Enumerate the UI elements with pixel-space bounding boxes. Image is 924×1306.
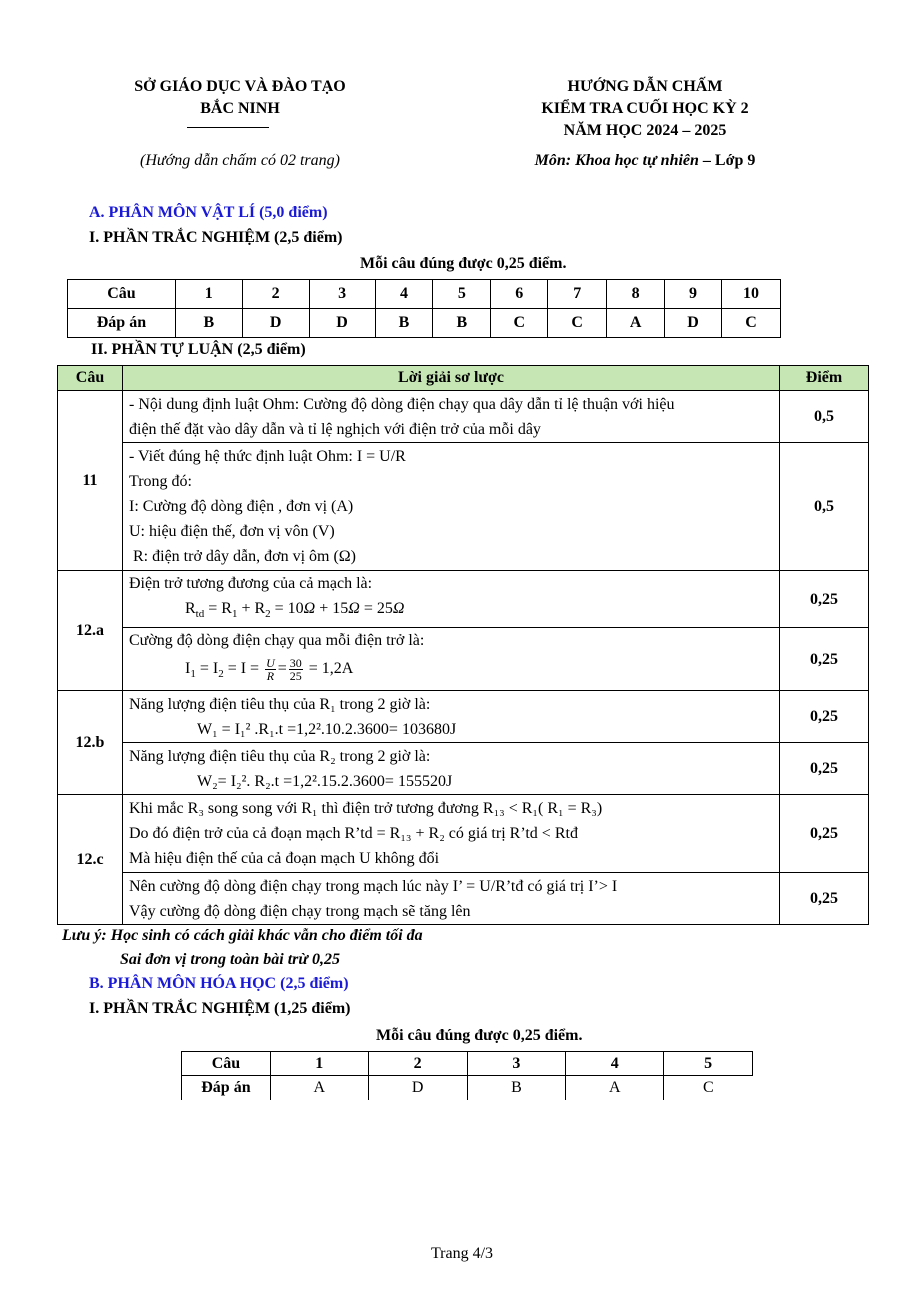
- points-cell: 0,5: [780, 391, 869, 443]
- solution-line: điện thế đặt vào dây dẫn và tỉ lệ nghịch với điện trở của mỗi dây: [129, 420, 541, 438]
- mc-question-cell: 3: [309, 280, 375, 309]
- mc-question-cell: 7: [548, 280, 607, 309]
- mc-answer-row: [182, 1076, 753, 1100]
- subject-name: Môn: Khoa học tự nhiên: [534, 152, 699, 169]
- solution-line: Năng lượng điện tiêu thụ của R₁ trong 2 giờ là:: [129, 695, 431, 713]
- formula-line: W₂= I₂². R₂.t =1,2².15.2.3600= 155520J: [197, 772, 453, 790]
- mc-question-cell: 2: [242, 280, 309, 309]
- formula-line: $R_{td} = R_1 + R_2 = 10\Omega + 15\Omega = 25\Omega$: [185, 600, 405, 621]
- mc-question-cell: 5: [433, 280, 491, 309]
- mc-answer-cell: A: [270, 1076, 368, 1100]
- essay-header-points: Điểm: [780, 366, 869, 391]
- solution-line: R: điện trở dây dẫn, đơn vị ôm (Ω): [129, 548, 356, 565]
- mc-question-row: [182, 1052, 753, 1076]
- mc-question-cell: 4: [375, 280, 433, 309]
- solution-cell: [123, 628, 780, 691]
- header-divider: [187, 127, 269, 128]
- solution-line: Cường độ dòng điện chạy qua mỗi điện trở là:: [129, 632, 425, 650]
- table-row: [58, 571, 869, 628]
- solution-line: - Viết đúng hệ thức định luật Ohm: I = U/R: [129, 448, 406, 465]
- mc-question-cell: 1: [175, 280, 242, 309]
- mc-answer-cell: C: [491, 309, 548, 338]
- school-year: NĂM HỌC 2024 – 2025: [563, 122, 727, 139]
- table-row: [58, 691, 869, 743]
- province-name: BẮC NINH: [200, 100, 280, 117]
- mc-answer-cell: A: [566, 1076, 664, 1100]
- solution-line: I: Cường độ dòng điện , đơn vị (A): [129, 498, 354, 515]
- solution-cell: [123, 873, 780, 925]
- note-alternative-solutions: Lưu ý: Học sinh có cách giải khác vẫn cho điểm tối đa: [62, 927, 423, 944]
- points-cell: 0,5: [780, 443, 869, 571]
- mc-question-cell: 9: [665, 280, 722, 309]
- section-b-title: B. PHÂN MÔN HÓA HỌC (2,5 điểm): [89, 975, 349, 992]
- fraction-u-over-r: $\frac{U}{R}$: [266, 656, 275, 684]
- section-b-mc-table: [181, 1051, 753, 1100]
- solution-line: U: hiệu điện thế, đơn vị vôn (V): [129, 523, 335, 540]
- table-row: [58, 628, 869, 691]
- essay-header-question: Câu: [58, 366, 123, 391]
- solution-cell: [123, 795, 780, 873]
- solution-cell: [123, 443, 780, 571]
- section-a-part1-title: I. PHẦN TRẮC NGHIỆM (2,5 điểm): [89, 229, 343, 246]
- exam-name: KIỂM TRA CUỐI HỌC KỲ 2: [541, 100, 749, 117]
- solution-cell: [123, 691, 780, 743]
- solution-line: Năng lượng điện tiêu thụ của R₂ trong 2 giờ là:: [129, 747, 431, 765]
- mc-question-cell: 6: [491, 280, 548, 309]
- mc-row-label: Câu: [182, 1052, 271, 1076]
- solution-line: Trong đó:: [129, 473, 192, 490]
- subject-line: [480, 152, 810, 170]
- mc-answer-cell: D: [368, 1076, 467, 1100]
- table-row: [58, 743, 869, 795]
- table-row: [58, 873, 869, 925]
- section-b-part1-title: I. PHẦN TRẮC NGHIỆM (1,25 điểm): [89, 1000, 351, 1017]
- section-a-title: A. PHÂN MÔN VẬT LÍ (5,0 điểm): [89, 204, 328, 221]
- mc-answer-cell: A: [607, 309, 665, 338]
- essay-header-solution: Lời giải sơ lược: [123, 366, 780, 391]
- mc-answer-cell: C: [664, 1076, 753, 1100]
- page-number: Trang 4/3: [430, 1245, 494, 1262]
- section-b-mc-caption: Mỗi câu đúng được 0,25 điểm.: [376, 1027, 583, 1044]
- essay-grading-table: [57, 365, 869, 925]
- mc-question-cell: 1: [270, 1052, 368, 1076]
- table-row: [58, 391, 869, 443]
- mc-answer-cell: C: [721, 309, 780, 338]
- mc-answer-cell: B: [175, 309, 242, 338]
- essay-header-row: [58, 366, 869, 391]
- formula-result: = 1,2A: [308, 660, 354, 678]
- mc-answer-cell: D: [242, 309, 309, 338]
- solution-line: Nên cường độ dòng điện chạy trong mạch lúc này I’ = U/R’tđ có giá trị I’> I: [129, 877, 618, 895]
- grade-label: – Lớp 9: [698, 152, 756, 169]
- solution-cell: [123, 391, 780, 443]
- mc-question-row: [68, 280, 781, 309]
- mc-question-cell: 4: [566, 1052, 664, 1076]
- fraction-30-over-25: $\frac{30}{25}$: [289, 656, 302, 684]
- solution-line: Vậy cường độ dòng điện chạy trong mạch sẽ tăng lên: [129, 902, 471, 920]
- mc-question-cell: 5: [664, 1052, 753, 1076]
- question-number: 12.a: [58, 571, 123, 691]
- mc-row-label: Đáp án: [182, 1076, 271, 1100]
- points-cell: 0,25: [780, 795, 869, 873]
- section-a-mc-caption: Mỗi câu đúng được 0,25 điểm.: [360, 255, 567, 272]
- mc-question-cell: 8: [607, 280, 665, 309]
- mc-answer-cell: B: [375, 309, 433, 338]
- formula-line: $I_1 = I_2 = I$ = $\frac{U}{R}$ = $\frac{30}{25}$ = 1,2A: [185, 656, 354, 684]
- mc-row-label: Đáp án: [68, 309, 176, 338]
- solution-cell: [123, 571, 780, 628]
- section-a-part2-title: II. PHẦN TỰ LUẬN (2,5 điểm): [91, 341, 306, 358]
- header-title-block: [480, 76, 810, 142]
- formula-line: W₁ = I₁² .R₁.t =1,2².10.2.3600= 103680J: [197, 720, 457, 738]
- mc-row-label: Câu: [68, 280, 176, 309]
- note-unit-penalty: Sai đơn vị trong toàn bài trừ 0,25: [120, 951, 340, 968]
- mc-question-cell: 2: [368, 1052, 467, 1076]
- mc-answer-cell: D: [309, 309, 375, 338]
- doc-title: HƯỚNG DẪN CHẤM: [567, 78, 723, 95]
- solution-line: Do đó điện trở của cả đoạn mạch R’td = R₁₃ + R₂ có giá trị R’td < Rtđ: [129, 825, 578, 843]
- solution-line: Mà hiệu điện thế của cả đoạn mạch U không đổi: [129, 850, 440, 868]
- question-number: 12.c: [58, 795, 123, 925]
- table-row: [58, 795, 869, 873]
- table-row: [58, 443, 869, 571]
- solution-cell: [123, 743, 780, 795]
- header-page-count-note: (Hướng dẫn chấm có 02 trang): [140, 152, 340, 169]
- department-name: SỞ GIÁO DỤC VÀ ĐÀO TẠO: [134, 78, 346, 95]
- question-number: 11: [58, 391, 123, 571]
- solution-line: Khi mắc R₃ song song với R₁ thì điện trở tương đương R₁₃ < R₁( R₁ = R₃): [129, 800, 603, 818]
- mc-answer-cell: D: [665, 309, 722, 338]
- points-cell: 0,25: [780, 691, 869, 743]
- mc-question-cell: 10: [721, 280, 780, 309]
- header-department: [90, 76, 390, 120]
- points-cell: 0,25: [780, 743, 869, 795]
- mc-answer-row: [68, 309, 781, 338]
- solution-line: Điện trở tương đương của cả mạch là:: [129, 575, 373, 592]
- points-cell: 0,25: [780, 571, 869, 628]
- points-cell: 0,25: [780, 628, 869, 691]
- mc-answer-cell: C: [548, 309, 607, 338]
- mc-answer-cell: B: [433, 309, 491, 338]
- section-a-mc-table: [67, 279, 781, 338]
- mc-answer-cell: B: [467, 1076, 566, 1100]
- mc-question-cell: 3: [467, 1052, 566, 1076]
- points-cell: 0,25: [780, 873, 869, 925]
- solution-line: - Nội dung định luật Ohm: Cường độ dòng điện chạy qua dây dẫn tỉ lệ thuận với hiệu: [129, 395, 675, 413]
- question-number: 12.b: [58, 691, 123, 795]
